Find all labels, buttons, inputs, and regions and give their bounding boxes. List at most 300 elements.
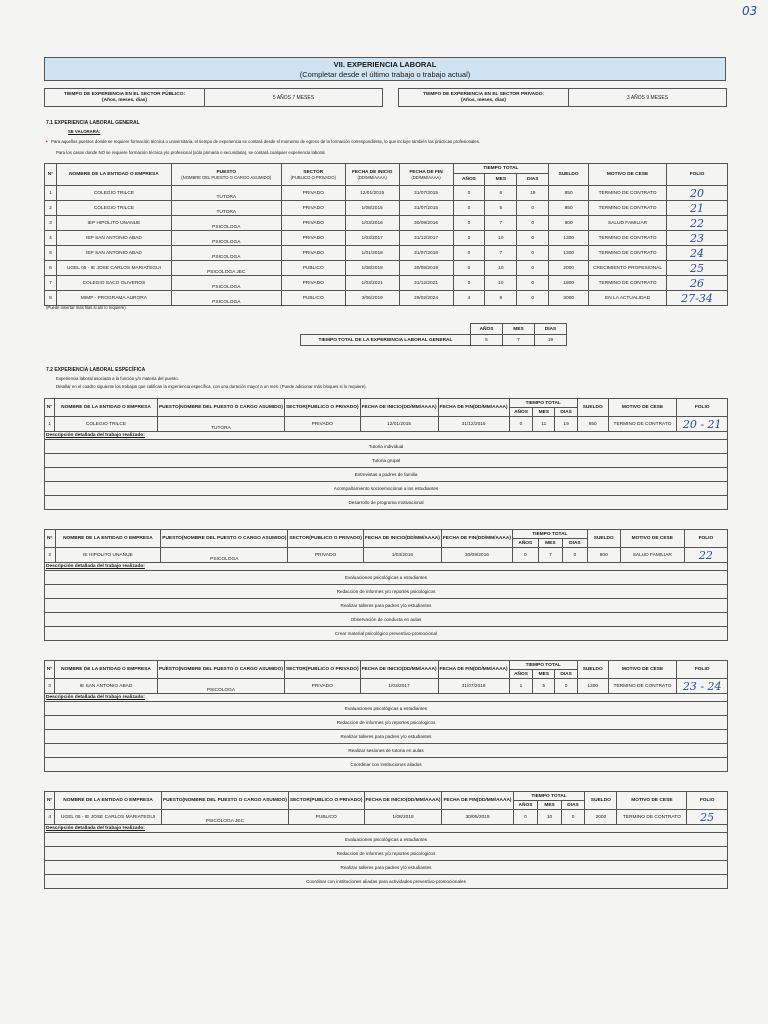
task-text: Realizar talleres para padres y/o estudiantes: [45, 730, 728, 744]
general-cell-dias: 0: [517, 231, 549, 246]
general-cell-folio: [667, 291, 728, 306]
col-inicio-sub: (DD/MM/AAAA): [405, 536, 440, 541]
general-cell-inicio: 12/01/2015: [345, 186, 399, 201]
task-row: [45, 627, 728, 641]
page-number: 03: [742, 4, 758, 18]
table-row: [45, 679, 728, 694]
especifica-cell-sueldo: 1300: [577, 679, 608, 694]
col-inicio-sub: (DD/MM/AAAA): [401, 405, 437, 410]
section-subtitle: (Completar desde el último trabajo o trabajo actual): [299, 70, 471, 79]
col-motivo: [608, 399, 677, 417]
folio-handwritten: 20 - 21: [682, 417, 722, 431]
col-sector: [284, 399, 360, 417]
task-row: [45, 599, 728, 613]
task-text: Evaluaciones psicológicas a estudiantes: [45, 702, 728, 716]
col-fin-sub: (DD/MM/AAAA): [472, 667, 508, 672]
general-cell-folio: [667, 261, 728, 276]
tiempo-privado-value: 3 AÑOS 9 MESES: [569, 89, 727, 107]
general-cell-n: 1: [45, 186, 57, 201]
especifica-cell-entidad: IE SAN ANTONIO ABAD: [55, 679, 158, 694]
col-fin-label: FECHA DE FIN: [439, 405, 473, 410]
tiempo-privado-sub: (Años, meses, dias): [460, 97, 507, 103]
col-n: [45, 661, 55, 679]
especifica-cell-anos: 0: [512, 548, 538, 563]
task-row: [45, 702, 728, 716]
col-entidad-label: NOMBRE DE LA ENTIDAD O EMPRESA: [63, 798, 153, 803]
col-sueldo: [587, 530, 620, 548]
table-row: [45, 810, 728, 825]
folio-handwritten: 25: [700, 810, 715, 824]
col-fin-sub: (DD/MM/AAAA): [476, 536, 511, 541]
task-text: Realizar sesiones de tutoria en aulas: [45, 744, 728, 758]
folio-handwritten: 23: [690, 231, 705, 245]
folio-handwritten: 21: [690, 201, 705, 215]
col-puesto-sub: (NOMBRE DEL PUESTO O CARGO ASUMIDO): [178, 405, 283, 410]
general-cell-puesto: PSICOLOGA: [171, 246, 281, 261]
col-folio: [677, 661, 728, 679]
col-sueldo-label: SUELDO: [582, 405, 603, 410]
general-cell-fin: 31/12/2017: [399, 231, 453, 246]
col-dias: DIAS: [555, 670, 578, 679]
folio-handwritten: 23 - 24: [682, 679, 722, 693]
table-row: [45, 276, 728, 291]
especifica-cell-entidad: COLEGIO TRILCE: [55, 417, 158, 432]
col-anos: AÑOS: [512, 539, 538, 548]
desc-label: Descripción detallada del trabajo realizado:: [45, 694, 728, 702]
especifica-cell-sueldo: 2000: [585, 810, 617, 825]
desc-label: Descripción detallada del trabajo realizado:: [45, 563, 728, 571]
col-dias: DIAS: [563, 539, 588, 548]
col-anos: AÑOS: [509, 408, 533, 417]
col-tiempo: TIEMPO TOTAL: [513, 792, 585, 801]
col-mes: MES: [538, 801, 561, 810]
especifica-block: [44, 398, 728, 510]
col-puesto-label: PUESTO: [158, 667, 179, 672]
task-text: Redaccion de informes y/o reportes psicologicos: [45, 716, 728, 730]
col-anos: AÑOS: [453, 174, 485, 186]
total-col-anos: AÑOS: [471, 324, 503, 335]
desc-label: Descripción detallada del trabajo realizado:: [45, 432, 728, 440]
table-row: [45, 261, 728, 276]
total-label: TIEMPO TOTAL DE LA EXPERIENCIA LABORAL GENERAL: [301, 335, 471, 346]
task-text: Desarrollo de programa motivacional: [45, 496, 728, 510]
col-sector: [284, 661, 360, 679]
especifica-cell-folio: [677, 679, 728, 694]
task-text: Realizar talleres para padres y/o estudiantes: [45, 861, 728, 875]
especifica-cell-fin: 30/09/2016: [441, 548, 512, 563]
col-inicio-label: FECHA DE INICIO: [351, 169, 393, 175]
section-title: VII. EXPERIENCIA LABORAL: [333, 60, 437, 69]
general-cell-sector: PUBLICO: [281, 261, 345, 276]
col-sueldo-label: SUELDO: [590, 798, 611, 803]
task-text: Acompañamiento socioemocional a los estudiantes: [45, 482, 728, 496]
especifica-cell-motivo: TERMINO DE CONTRATO: [608, 417, 677, 432]
col-inicio: [363, 530, 441, 548]
general-cell-entidad: IEP HIPOLITO UNANUE: [56, 216, 171, 231]
task-row: [45, 730, 728, 744]
col-entidad-label: NOMBRE DE LA ENTIDAD O EMPRESA: [61, 667, 151, 672]
general-cell-anos: 0: [453, 261, 485, 276]
especifica-cell-entidad: UGEL 05 - IE JOSE CARLOS MARIATEGUI: [55, 810, 162, 825]
table-row: [45, 548, 728, 563]
general-cell-motivo: SALUD FAMILIAR: [589, 216, 667, 231]
especifica-cell-sueldo: 850: [577, 417, 608, 432]
col-motivo-label: MOTIVO DE CESE: [621, 405, 664, 410]
task-text: Coordinar con instituciones aliados: [45, 758, 728, 772]
general-cell-entidad: UGEL 05 - IE JOSE CARLOS MARIATEGUI: [56, 261, 171, 276]
col-sueldo: [585, 792, 617, 810]
especifica-cell-n: 3: [45, 679, 55, 694]
col-sueldo: [577, 661, 608, 679]
table-row: [45, 216, 728, 231]
task-row: [45, 454, 728, 468]
table-row: [45, 417, 728, 432]
general-cell-n: 2: [45, 201, 57, 216]
general-cell-mes: 10: [485, 231, 517, 246]
general-cell-anos: 0: [453, 201, 485, 216]
general-cell-sector: PRIVADO: [281, 231, 345, 246]
col-motivo-label: MOTIVO DE CESE: [631, 536, 673, 541]
general-cell-entidad: IEP SAN ANTONIO ABAD: [56, 246, 171, 261]
total-anos: 5: [471, 335, 503, 346]
general-cell-inicio: 1/08/2015: [345, 201, 399, 216]
col-fin: [441, 530, 512, 548]
general-cell-inicio: 1/03/2017: [345, 231, 399, 246]
general-cell-motivo: TERMINO DE CONTRATO: [589, 201, 667, 216]
col-folio: [677, 399, 728, 417]
general-cell-sueldo: 850: [549, 186, 589, 201]
especifica-cell-anos: 0: [513, 810, 538, 825]
general-cell-sueldo: 3000: [549, 291, 589, 306]
col-inicio: [360, 399, 438, 417]
task-text: Entrevistas a padres de familia: [45, 468, 728, 482]
col-sueldo-label: SUELDO: [582, 667, 603, 672]
task-row: [45, 758, 728, 772]
especifica-note-1: Experiencia laboral asociada a la función y/o materia del puesto.: [56, 376, 179, 381]
general-cell-folio: [667, 276, 728, 291]
task-text: Realizar talleres para padres y/o estudiantes: [45, 599, 728, 613]
general-cell-n: 8: [45, 291, 57, 306]
especifica-cell-puesto: PSICOLOGA: [157, 679, 284, 694]
especifica-cell-mes: 7: [538, 548, 562, 563]
general-cell-dias: 0: [517, 276, 549, 291]
general-cell-inicio: 1/08/2018: [345, 261, 399, 276]
especifica-cell-fin: 31/12/2015: [438, 417, 509, 432]
col-sector-sub: (PUBLICO O PRIVADO): [305, 405, 359, 410]
col-entidad-label: NOMBRE DE LA ENTIDAD O EMPRESA: [63, 536, 153, 541]
general-cell-n: 4: [45, 231, 57, 246]
general-cell-sector: PRIVADO: [281, 201, 345, 216]
especifica-cell-inicio: 1/08/2018: [364, 810, 442, 825]
general-note-2: Para los casos donde NO se requiere formación técnica y/o profesional (sólo primaria o secundaria), se contará cualquier experiencia laboral.: [56, 150, 326, 155]
folio-handwritten: 26: [690, 276, 705, 290]
especifica-cell-mes: 5: [533, 679, 555, 694]
general-cell-motivo: TERMINO DE CONTRATO: [589, 246, 667, 261]
especifica-heading: 7.2 EXPERIENCIA LABORAL ESPECÍFICA: [46, 367, 146, 373]
general-cell-sueldo: 1800: [549, 276, 589, 291]
task-row: [45, 861, 728, 875]
col-sector-sub: (PUBLICO O PRIVADO): [309, 536, 362, 541]
folio-handwritten: 24: [690, 246, 705, 260]
especifica-cell-puesto: PSICOLOGA: [161, 548, 288, 563]
col-mes: MES: [533, 670, 555, 679]
tiempo-publico-label: TIEMPO DE EXPERIENCIA EN EL SECTOR PÚBLICO:: [63, 91, 186, 97]
task-row: [45, 613, 728, 627]
col-n-label: N°: [47, 536, 53, 541]
general-cell-fin: 30/05/2019: [399, 261, 453, 276]
table-row: [45, 291, 728, 306]
general-cell-motivo: EN LA ACTUALIDAD: [589, 291, 667, 306]
total-col-dias: DIAS: [535, 324, 567, 335]
especifica-cell-sector: PRIVADO: [284, 679, 360, 694]
col-inicio: [364, 792, 442, 810]
col-mes: MES: [533, 408, 555, 417]
general-cell-mes: 9: [485, 291, 517, 306]
task-text: Tutoria individual: [45, 440, 728, 454]
col-puesto: [157, 399, 284, 417]
total-table: [300, 323, 567, 346]
general-cell-folio: [667, 246, 728, 261]
general-cell-fin: 30/09/2016: [399, 216, 453, 231]
col-puesto-sub: (NOMBRE DEL PUESTO O CARGO ASUMIDO): [178, 667, 283, 672]
col-sueldo-label: SUELDO: [593, 536, 614, 541]
desc-label: Descripción detallada del trabajo realizado:: [45, 825, 728, 833]
task-text: Tutoria grupal: [45, 454, 728, 468]
task-row: [45, 744, 728, 758]
general-cell-sueldo: 1300: [549, 246, 589, 261]
col-dias: DIAS: [561, 801, 585, 810]
general-cell-folio: [667, 231, 728, 246]
table-row: [45, 201, 728, 216]
col-dias: DIAS: [517, 174, 549, 186]
col-motivo: [608, 661, 677, 679]
col-inicio-sub: (DD/MM/AAAA): [401, 667, 437, 672]
general-cell-sueldo: 800: [549, 216, 589, 231]
general-cell-puesto: TUTORA: [171, 186, 281, 201]
task-row: [45, 847, 728, 861]
general-cell-dias: 0: [517, 201, 549, 216]
col-n: N°: [45, 164, 57, 186]
general-cell-entidad: MIMP - PROGRAMA AURORA: [56, 291, 171, 306]
col-puesto-sub: (NOMBRE DEL PUESTO O CARGO ASUMIDO): [182, 798, 287, 803]
col-inicio-label: FECHA DE INICIO: [364, 536, 406, 541]
col-tiempo: TIEMPO TOTAL: [509, 399, 577, 408]
col-motivo-label: MOTIVO DE CESE: [631, 798, 673, 803]
general-cell-anos: 0: [453, 186, 485, 201]
task-row: [45, 833, 728, 847]
tiempo-privado-label-cell: [399, 89, 569, 107]
col-sector-sub: (PUBLICO O PRIVADO): [305, 667, 359, 672]
col-motivo-label: MOTIVO DE CESE: [621, 667, 664, 672]
especifica-cell-sector: PRIVADO: [284, 417, 360, 432]
col-fin-label: FECHA DE FIN: [409, 169, 443, 175]
col-inicio-sub: (DD/MM/AAAA): [405, 798, 441, 803]
general-cell-fin: 29/02/2024: [399, 291, 453, 306]
general-cell-mes: 10: [485, 276, 517, 291]
general-cell-motivo: TERMINO DE CONTRATO: [589, 276, 667, 291]
col-tiempo: TIEMPO TOTAL: [509, 661, 577, 670]
general-cell-mes: 7: [485, 246, 517, 261]
especifica-cell-fin: 31/07/2018: [438, 679, 509, 694]
general-cell-motivo: TERMINO DE CONTRATO: [589, 231, 667, 246]
col-folio-label: FOLIO: [694, 405, 710, 410]
general-cell-fin: 31/07/2015: [399, 186, 453, 201]
col-entidad: [55, 399, 158, 417]
general-note-1: [46, 139, 480, 144]
folio-handwritten: 22: [698, 548, 713, 562]
general-cell-fin: 31/12/2021: [399, 276, 453, 291]
especifica-cell-fin: 30/05/2019: [442, 810, 513, 825]
task-text: Redaccion de informes y/o reportes psicologicos: [45, 585, 728, 599]
general-cell-anos: 0: [453, 276, 485, 291]
general-cell-mes: 10: [485, 261, 517, 276]
col-tiempo: TIEMPO TOTAL: [453, 164, 549, 174]
especifica-cell-sueldo: 800: [587, 548, 620, 563]
general-cell-puesto: PSICOLOGA: [171, 291, 281, 306]
task-text: Coordinar con instituciones aliadas para actividades preventivo-promocionales: [45, 875, 728, 889]
especifica-cell-anos: 1: [509, 679, 533, 694]
especifica-cell-inicio: 1/03/2017: [360, 679, 438, 694]
col-dias: DIAS: [555, 408, 578, 417]
col-puesto-sub: (NOMBRE DEL PUESTO O CARGO ASUMIDO): [181, 536, 287, 541]
col-motivo: MOTIVO DE CESE: [589, 164, 667, 186]
col-folio-label: FOLIO: [694, 667, 710, 672]
especifica-cell-sector: PRIVADO: [288, 548, 364, 563]
bullet-icon: •: [46, 139, 48, 144]
general-heading: 7.1 EXPERIENCIA LABORAL GENERAL: [46, 120, 140, 126]
task-text: Evaluaciones psicológicas a estudiantes: [45, 833, 728, 847]
folio-handwritten: 20: [690, 186, 705, 200]
col-inicio-sub: (DD/MM/AAAA): [357, 174, 387, 180]
col-fin: [438, 399, 509, 417]
col-folio: [684, 530, 727, 548]
col-sueldo: [577, 399, 608, 417]
especifica-cell-motivo: SALUD FAMILIAR: [620, 548, 684, 563]
general-cell-n: 3: [45, 216, 57, 231]
col-tiempo: TIEMPO TOTAL: [512, 530, 587, 539]
general-cell-sector: PRIVADO: [281, 186, 345, 201]
col-puesto: [171, 164, 281, 186]
general-footnote: (Puede insertar más filas si así lo requiere): [46, 305, 126, 310]
col-sector-label: SECTOR: [285, 405, 306, 410]
total-col-mes: MES: [503, 324, 535, 335]
col-mes: MES: [538, 539, 562, 548]
col-entidad-label: NOMBRE DE LA ENTIDAD O EMPRESA: [61, 405, 151, 410]
general-note-1-text: Para aquellos puestos donde se requiere formación técnica o universitaria, el tiempo de experiencia se contará desde el momento de egreso de la formación correspondiente, lo que incluye también las prácticas profesionales.: [51, 139, 481, 144]
col-inicio-label: FECHA DE INICIO: [365, 798, 406, 803]
col-inicio-label: FECHA DE INICIO: [361, 667, 402, 672]
especifica-block: [44, 529, 728, 641]
col-fin-sub: (DD/MM/AAAA): [476, 798, 512, 803]
col-folio-label: FOLIO: [698, 536, 714, 541]
col-sector-label: SECTOR: [289, 536, 310, 541]
col-folio-label: FOLIO: [699, 798, 715, 803]
general-cell-anos: 0: [453, 216, 485, 231]
general-body: [45, 186, 728, 306]
general-cell-inicio: 1/03/2021: [345, 276, 399, 291]
col-n-label: N°: [46, 798, 53, 803]
task-row: [45, 468, 728, 482]
especifica-cell-motivo: TERMINO DE CONTRATO: [617, 810, 687, 825]
general-cell-dias: 0: [517, 261, 549, 276]
col-entidad: NOMBRE DE LA ENTIDAD O EMPRESA: [56, 164, 171, 186]
col-puesto-sub: (NOMBRE DEL PUESTO O CARGO ASUMIDO): [181, 174, 272, 180]
col-n: [45, 530, 56, 548]
general-cell-puesto: PSICOLOGA: [171, 216, 281, 231]
especifica-note-2: Detallar en el cuadro siguiente los trabajos que califican la experiencia específica, con una duración mayor a un mes. (Puede adicionar más bloques si lo requiere).: [56, 384, 367, 389]
general-cell-n: 6: [45, 261, 57, 276]
general-cell-n: 5: [45, 246, 57, 261]
general-table: [44, 163, 728, 306]
col-entidad: [55, 661, 158, 679]
especifica-cell-n: 2: [45, 548, 56, 563]
general-cell-folio: [667, 186, 728, 201]
general-cell-puesto: TUTORA: [171, 201, 281, 216]
especifica-cell-anos: 0: [509, 417, 533, 432]
especifica-cell-dias: 19: [555, 417, 578, 432]
col-fin-label: FECHA DE FIN: [439, 667, 473, 672]
general-cell-dias: 19: [517, 186, 549, 201]
folio-handwritten: 22: [690, 216, 705, 230]
task-row: [45, 571, 728, 585]
col-inicio: [345, 164, 399, 186]
especifica-cell-dias: 0: [563, 548, 588, 563]
general-cell-sector: PRIVADO: [281, 246, 345, 261]
total-dias: 19: [535, 335, 567, 346]
general-cell-folio: [667, 216, 728, 231]
general-cell-inicio: 3/06/2019: [345, 291, 399, 306]
task-text: Crear material psicológico preventivo-promocional: [45, 627, 728, 641]
task-row: [45, 496, 728, 510]
col-fin-sub: (DD/MM/AAAA): [472, 405, 508, 410]
general-cell-folio: [667, 201, 728, 216]
task-row: [45, 875, 728, 889]
especifica-cell-inicio: 12/01/2015: [360, 417, 438, 432]
general-cell-dias: 0: [517, 246, 549, 261]
especifica-cell-puesto: TUTORA: [157, 417, 284, 432]
task-row: [45, 716, 728, 730]
especifica-cell-folio: [684, 548, 727, 563]
col-puesto: [161, 792, 288, 810]
col-puesto-label: PUESTO: [158, 405, 179, 410]
general-cell-inicio: 1/01/2018: [345, 246, 399, 261]
especifica-cell-sector: PUBLICO: [288, 810, 364, 825]
col-fin: [442, 792, 513, 810]
general-cell-anos: 0: [453, 231, 485, 246]
general-cell-anos: 0: [453, 246, 485, 261]
col-n: [45, 792, 55, 810]
general-cell-mes: 5: [485, 201, 517, 216]
col-fin: [438, 661, 509, 679]
general-cell-n: 7: [45, 276, 57, 291]
col-motivo: [617, 792, 687, 810]
especifica-cell-entidad: IE HIPOLITO UNANUE: [55, 548, 161, 563]
general-cell-motivo: TERMINO DE CONTRATO: [589, 186, 667, 201]
general-cell-entidad: COLEGIO TRILCE: [56, 201, 171, 216]
col-entidad: [55, 792, 162, 810]
col-motivo: [620, 530, 684, 548]
general-cell-fin: 31/07/2018: [399, 246, 453, 261]
col-n: [45, 399, 55, 417]
se-valorara: SE VALORARÁ:: [68, 129, 101, 134]
task-text: Redaccion de informes y/o reportes psicologicos: [45, 847, 728, 861]
task-row: [45, 482, 728, 496]
especifica-cell-mes: 11: [533, 417, 555, 432]
col-folio: [687, 792, 728, 810]
total-mes: 7: [503, 335, 535, 346]
general-cell-sueldo: 850: [549, 201, 589, 216]
especifica-cell-dias: 0: [555, 679, 578, 694]
